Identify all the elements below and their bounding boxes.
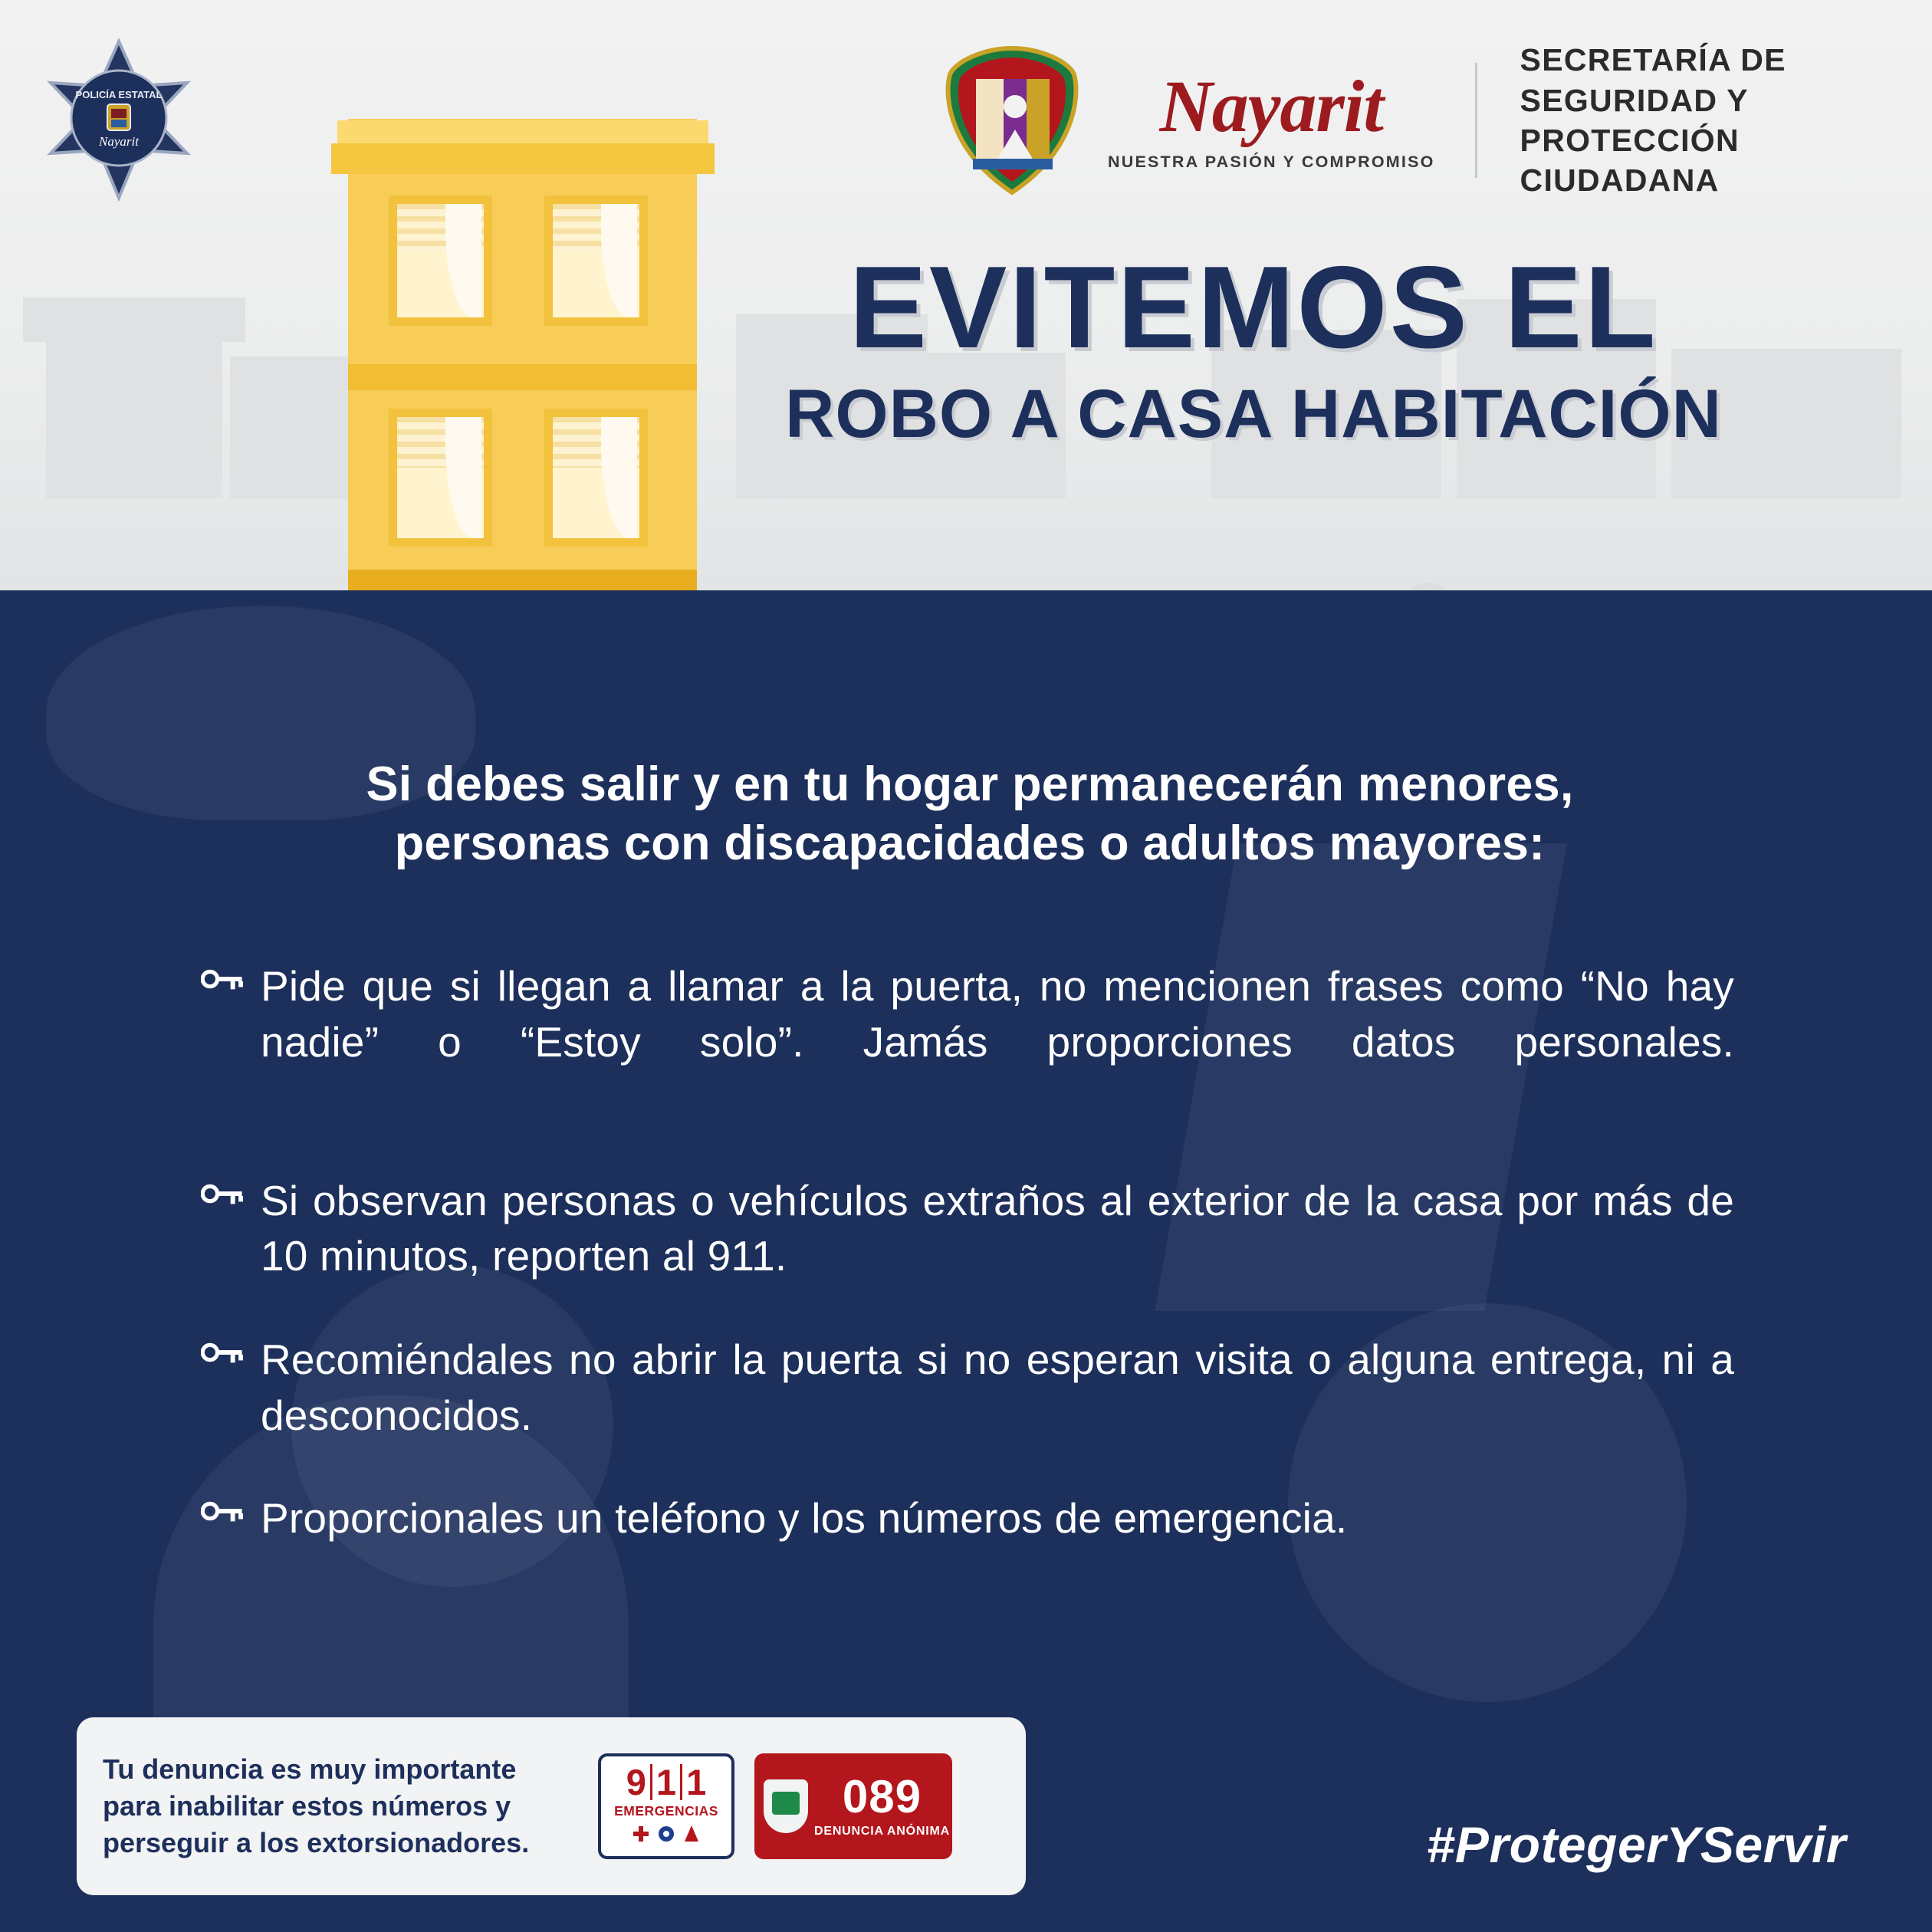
denuncia-note bbox=[103, 1751, 578, 1861]
lead-heading bbox=[199, 755, 1740, 874]
nayarit-tagline: NUESTRA PASIÓN Y COMPROMISO bbox=[1108, 152, 1435, 171]
list-item bbox=[201, 1332, 1734, 1443]
page-title bbox=[732, 242, 1775, 452]
coat-of-arms-icon bbox=[939, 44, 1085, 197]
anonymous-089-badge bbox=[754, 1753, 952, 1859]
svg-text:POLICÍA ESTATAL: POLICÍA ESTATAL bbox=[75, 89, 163, 100]
denuncia-note-line-3: perseguir a los extorsionadores. bbox=[103, 1826, 530, 1858]
fire-icon bbox=[682, 1825, 701, 1843]
denuncia-note-line-1: Tu denuncia es muy importante bbox=[103, 1753, 517, 1786]
nayarit-wordmark: Nayarit bbox=[1159, 64, 1384, 147]
digit-1a: 1 bbox=[656, 1764, 682, 1800]
secretariat-line-3: CIUDADANA bbox=[1520, 163, 1720, 199]
nayarit-brand bbox=[1108, 64, 1449, 172]
list-item bbox=[201, 1173, 1734, 1284]
emergency-service-icons bbox=[632, 1825, 701, 1843]
police-badge-icon bbox=[37, 38, 202, 203]
anon-089-digits: 089 bbox=[842, 1771, 922, 1822]
shield-icon bbox=[764, 1779, 808, 1833]
tips-list bbox=[201, 958, 1734, 1649]
denuncia-note-line-2: para inabilitar estos números y bbox=[103, 1790, 511, 1822]
secretariat-line-1: SECRETARÍA DE bbox=[1520, 42, 1786, 78]
emergency-911-label: EMERGENCIAS bbox=[614, 1803, 718, 1819]
secretariat-line-2: SEGURIDAD Y PROTECCIÓN bbox=[1520, 82, 1749, 158]
house-illustration bbox=[331, 73, 715, 583]
tip-text: Proporcionales un teléfono y los números de emergencia. bbox=[261, 1494, 1348, 1543]
hashtag: #ProtegerYServir bbox=[1426, 1816, 1846, 1873]
medical-cross-icon bbox=[632, 1825, 650, 1843]
lead-line-2: personas con discapacidades o adultos mayores: bbox=[394, 816, 1546, 871]
header bbox=[0, 0, 1932, 590]
emergency-911-digits bbox=[626, 1764, 706, 1800]
tip-text: Recomiéndales no abrir la puerta si no esperan visita o alguna entrega, ni a desconocidos. bbox=[261, 1335, 1734, 1439]
denuncia-card bbox=[77, 1717, 1026, 1895]
tip-text: Si observan personas o vehículos extraños al exterior de la casa por más de 10 minutos, reporten al 911. bbox=[261, 1176, 1734, 1280]
key-icon bbox=[201, 1498, 261, 1533]
emergency-911-badge bbox=[598, 1753, 734, 1859]
key-icon bbox=[201, 966, 261, 1001]
tip-text: Pide que si llegan a llamar a la puerta, no mencionen frases como “No hay nadie” o “Estoy solo”. Jamás proporciones datos personales. bbox=[261, 962, 1734, 1066]
digit-9: 9 bbox=[626, 1764, 652, 1800]
government-logos bbox=[939, 40, 1898, 201]
list-item bbox=[201, 1490, 1734, 1602]
digit-1b: 1 bbox=[686, 1762, 707, 1802]
police-icon bbox=[657, 1825, 675, 1843]
anon-089-label: DENUNCIA ANÓNIMA bbox=[814, 1825, 950, 1838]
list-item bbox=[201, 958, 1734, 1125]
title-main: EVITEMOS EL bbox=[849, 242, 1658, 373]
logo-divider bbox=[1475, 63, 1477, 178]
key-icon bbox=[201, 1181, 261, 1215]
secretariat-name bbox=[1520, 40, 1898, 201]
svg-text:Nayarit: Nayarit bbox=[99, 134, 139, 149]
key-icon bbox=[201, 1339, 261, 1374]
title-subtitle: ROBO A CASA HABITACIÓN bbox=[785, 375, 1722, 452]
lead-line-1: Si debes salir y en tu hogar permanecerán menores, bbox=[366, 757, 1574, 811]
